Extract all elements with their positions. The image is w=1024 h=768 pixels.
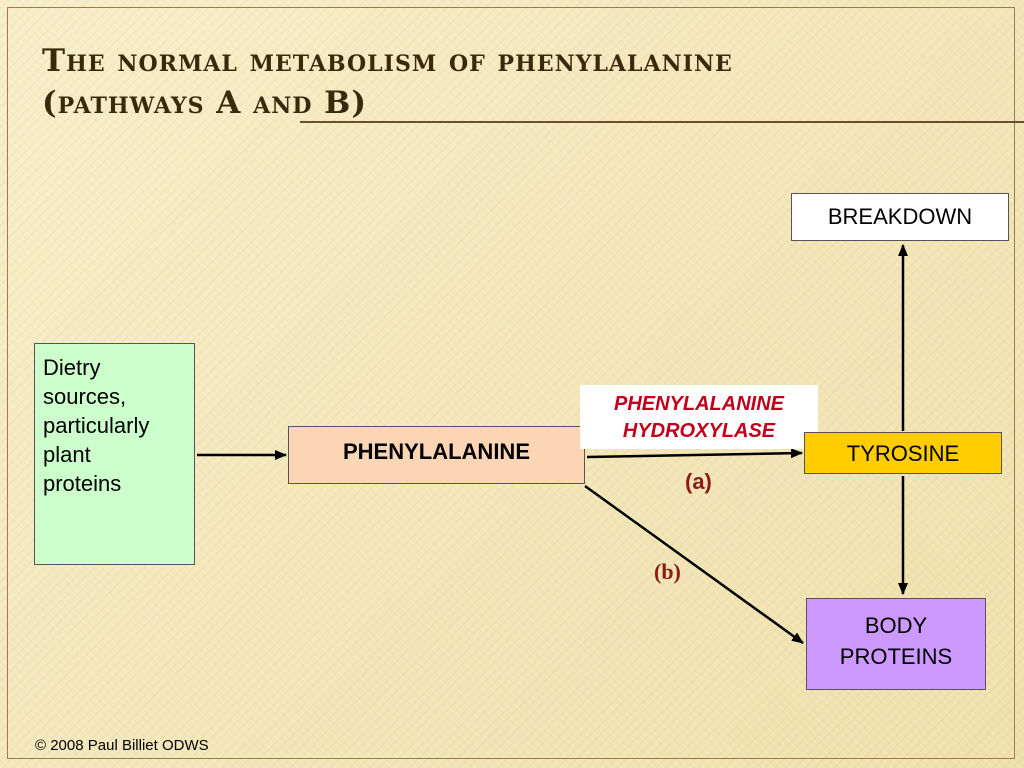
dietary-sources-box — [34, 343, 195, 565]
copyright-notice: © 2008 Paul Billiet ODWS — [35, 737, 209, 754]
dietary-line: Dietry — [43, 355, 101, 380]
dietary-line: sources, — [43, 384, 127, 409]
dietary-line: proteins — [43, 471, 122, 496]
phenylalanine-box: PHENYLALANINE — [288, 426, 585, 484]
dietary-line: plant — [43, 442, 91, 467]
arrow-pathway-b — [585, 486, 803, 643]
tyrosine-box: TYROSINE — [804, 432, 1002, 474]
dietary-line: particularly — [43, 413, 150, 438]
title-line-1: The normal metabolism of phenylalanine — [42, 43, 733, 79]
body-proteins-line-2: PROTEINS — [839, 644, 953, 669]
pathway-b-label: (b) — [654, 559, 681, 584]
enzyme-line-1: PHENYLALANINE — [613, 393, 784, 415]
enzyme-label — [580, 385, 818, 449]
breakdown-box: BREAKDOWN — [791, 193, 1009, 241]
body-proteins-line-1: BODY — [864, 613, 928, 638]
body-proteins-box — [806, 598, 986, 690]
enzyme-line-2: HYDROXYLASE — [622, 420, 776, 442]
arrow-pathway-a — [587, 453, 802, 457]
pathway-a-label: (a) — [685, 469, 712, 494]
title-line-2: (pathways A and B) — [42, 85, 368, 121]
